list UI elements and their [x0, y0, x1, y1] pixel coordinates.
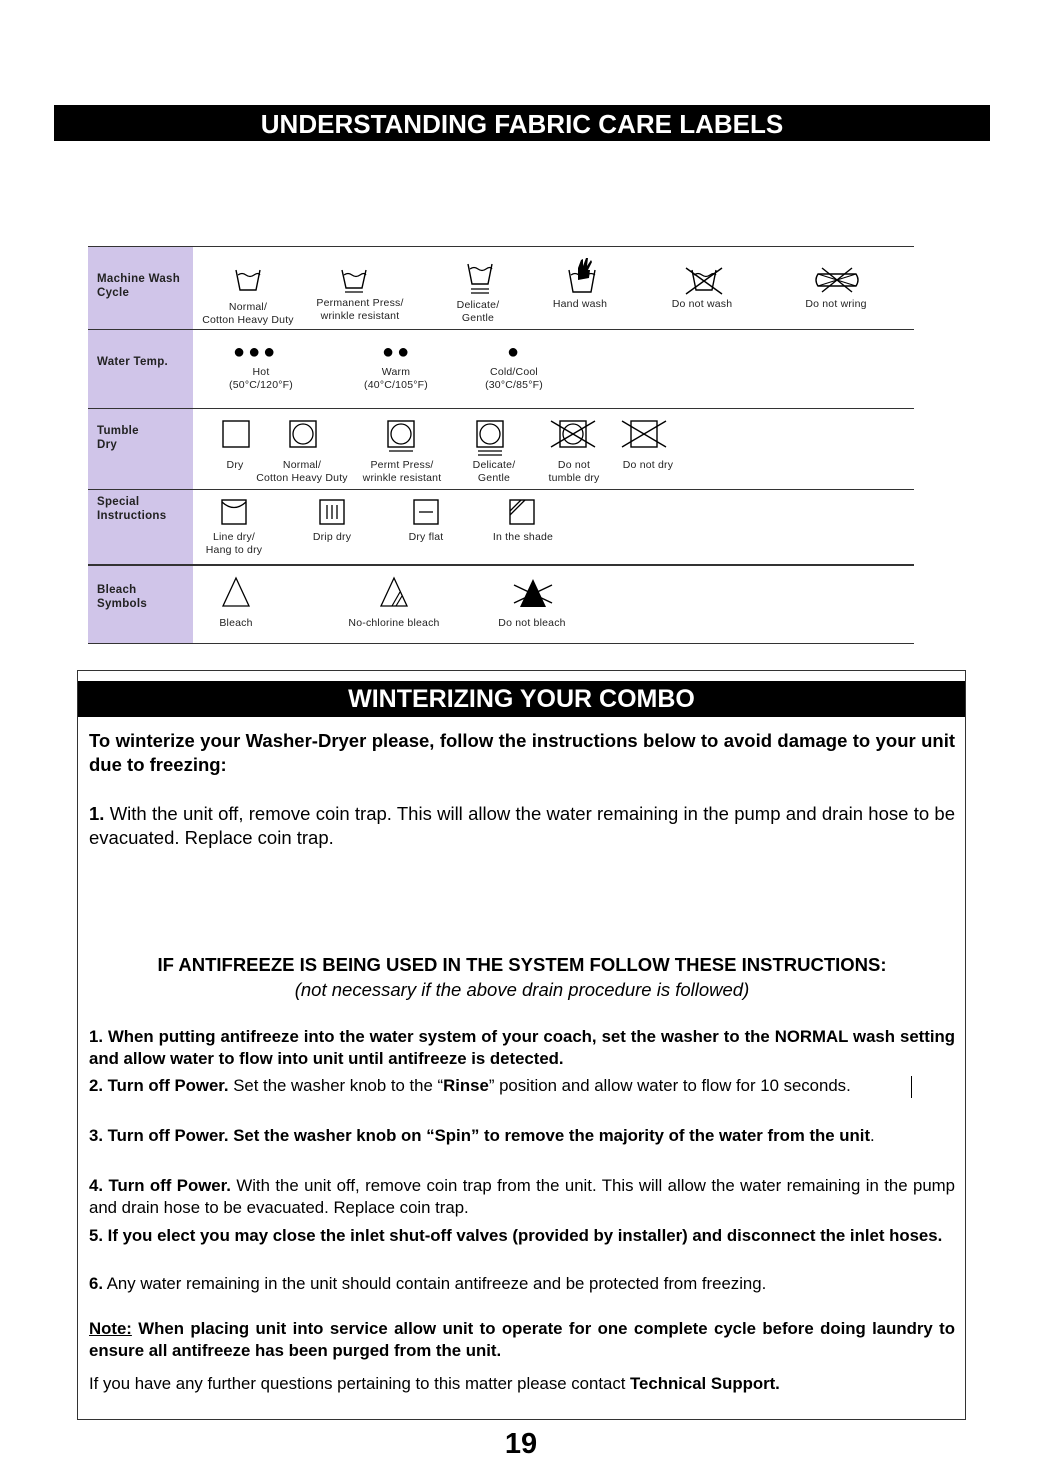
caption: Dry flat — [408, 531, 444, 543]
caption: Hot (50°C/120°F) — [229, 366, 293, 391]
antifreeze-step-6: 6. Any water remaining in the unit should contain antifreeze and be protected from freezing. — [89, 1274, 767, 1293]
category-label: Special Instructions — [97, 496, 167, 522]
do-not-bleach-icon — [512, 577, 554, 609]
intro-text: To winterize your Washer-Dryer please, follow the instructions below to avoid damage to your unit due to freezing: — [89, 730, 955, 775]
caption: Do not tumble dry — [548, 459, 600, 484]
caption: Normal/ Cotton Heavy Duty — [256, 459, 348, 484]
line-dry-icon — [221, 499, 247, 525]
caption: Bleach — [219, 617, 253, 629]
antifreeze-heading: IF ANTIFREEZE IS BEING USED IN THE SYSTEM FOLLOW THESE INSTRUCTIONS: — [157, 954, 887, 975]
antifreeze-subheading: (not necessary if the above drain procedure is followed) — [294, 979, 750, 1000]
non-chlorine-bleach-icon — [379, 576, 409, 608]
category-label: Tumble Dry — [97, 425, 139, 451]
section-title-fabric-care: UNDERSTANDING FABRIC CARE LABELS — [54, 105, 990, 141]
contact-text: If you have any further questions pertaining to this matter please contact Technical Support. — [89, 1374, 780, 1393]
table-rule — [88, 246, 914, 247]
table-rule — [88, 329, 914, 330]
caption: No-chlorine bleach — [348, 617, 440, 629]
bleach-triangle-icon — [221, 576, 251, 608]
caption: Dry — [226, 459, 244, 471]
antifreeze-step-5: 5. If you elect you may close the inlet shut-off valves (provided by installer) and disconnect the inlet hoses. — [89, 1226, 943, 1245]
caption: Warm (40°C/105°F) — [364, 366, 428, 391]
three-dots-icon: ●●● — [233, 341, 279, 363]
category-machine-wash — [88, 247, 193, 329]
caption: Line dry/ Hang to dry — [205, 531, 263, 556]
antifreeze-step-2: 2. Turn off Power. Set the washer knob to the “Rinse” position and allow water to flow for 10 seconds. — [89, 1076, 851, 1095]
two-dots-icon: ●● — [382, 341, 413, 363]
tumble-dry-normal-icon — [289, 420, 317, 448]
dry-in-shade-icon — [509, 499, 535, 525]
category-bleach-symbols — [88, 566, 193, 643]
category-label: Bleach Symbols — [97, 584, 148, 610]
do-not-tumble-dry-icon — [550, 418, 596, 450]
wash-tub-permanent-press-icon — [340, 266, 368, 296]
page-number: 19 — [504, 1428, 538, 1460]
caption: Delicate/ Gentle — [456, 299, 500, 324]
caption: Permanent Press/ wrinkle resistant — [316, 297, 404, 322]
category-label: Water Temp. — [97, 356, 169, 368]
caption: Do not wash — [671, 298, 733, 310]
dry-square-icon — [222, 420, 250, 448]
table-rule — [88, 643, 914, 644]
category-water-temp — [88, 330, 193, 408]
caption: Permt Press/ wrinkle resistant — [362, 459, 442, 484]
caption: Do not wring — [805, 298, 867, 310]
do-not-dry-icon — [621, 418, 667, 450]
table-rule — [88, 489, 914, 490]
category-label: Machine Wash Cycle — [97, 273, 181, 299]
step-1: 1. With the unit off, remove coin trap. This will allow the water remaining in the pump and drain hose to be evacuated. Replace coin trap. — [89, 803, 955, 848]
category-special-instructions — [88, 490, 193, 564]
caption: Hand wash — [552, 298, 608, 310]
table-rule — [88, 408, 914, 409]
tumble-dry-delicate-icon — [476, 420, 504, 458]
one-dot-icon: ● — [507, 341, 523, 363]
dry-flat-icon — [413, 499, 439, 525]
caption: In the shade — [492, 531, 554, 543]
category-tumble-dry — [88, 409, 193, 489]
caption: Do not bleach — [498, 617, 566, 629]
note-text: Note: When placing unit into service allow unit to operate for one complete cycle before doing laundry to ensure all antifreeze has been purged from the unit. — [89, 1319, 955, 1360]
antifreeze-step-1: 1. When putting antifreeze into the water system of your coach, set the washer to the NORMAL wash setting and allow water to flow into unit until antifreeze is detected. — [89, 1027, 955, 1068]
table-rule — [88, 564, 914, 566]
hand-wash-icon — [566, 256, 598, 296]
caption: Drip dry — [312, 531, 352, 543]
antifreeze-step-3: 3. Turn off Power. Set the washer knob on “Spin” to remove the majority of the water from the unit. — [89, 1126, 875, 1145]
wash-tub-delicate-icon — [466, 262, 494, 298]
tumble-dry-permanent-press-icon — [387, 420, 415, 454]
antifreeze-step-4: 4. Turn off Power. With the unit off, remove coin trap from the unit. This will allow the water remaining in the pump and drain hose to be evacuated. Replace coin trap. — [89, 1176, 955, 1217]
caption: Cold/Cool (30°C/85°F) — [485, 366, 543, 391]
do-not-wring-icon — [812, 266, 862, 294]
section-title-winterizing: WINTERIZING YOUR COMBO — [78, 681, 965, 717]
do-not-wash-icon — [684, 266, 724, 296]
caption: Normal/ Cotton Heavy Duty — [202, 301, 294, 326]
caption: Do not dry — [622, 459, 674, 471]
wash-tub-normal-icon — [234, 266, 262, 294]
margin-bar — [911, 1076, 912, 1098]
drip-dry-icon — [319, 499, 345, 525]
caption: Delicate/ Gentle — [472, 459, 516, 484]
